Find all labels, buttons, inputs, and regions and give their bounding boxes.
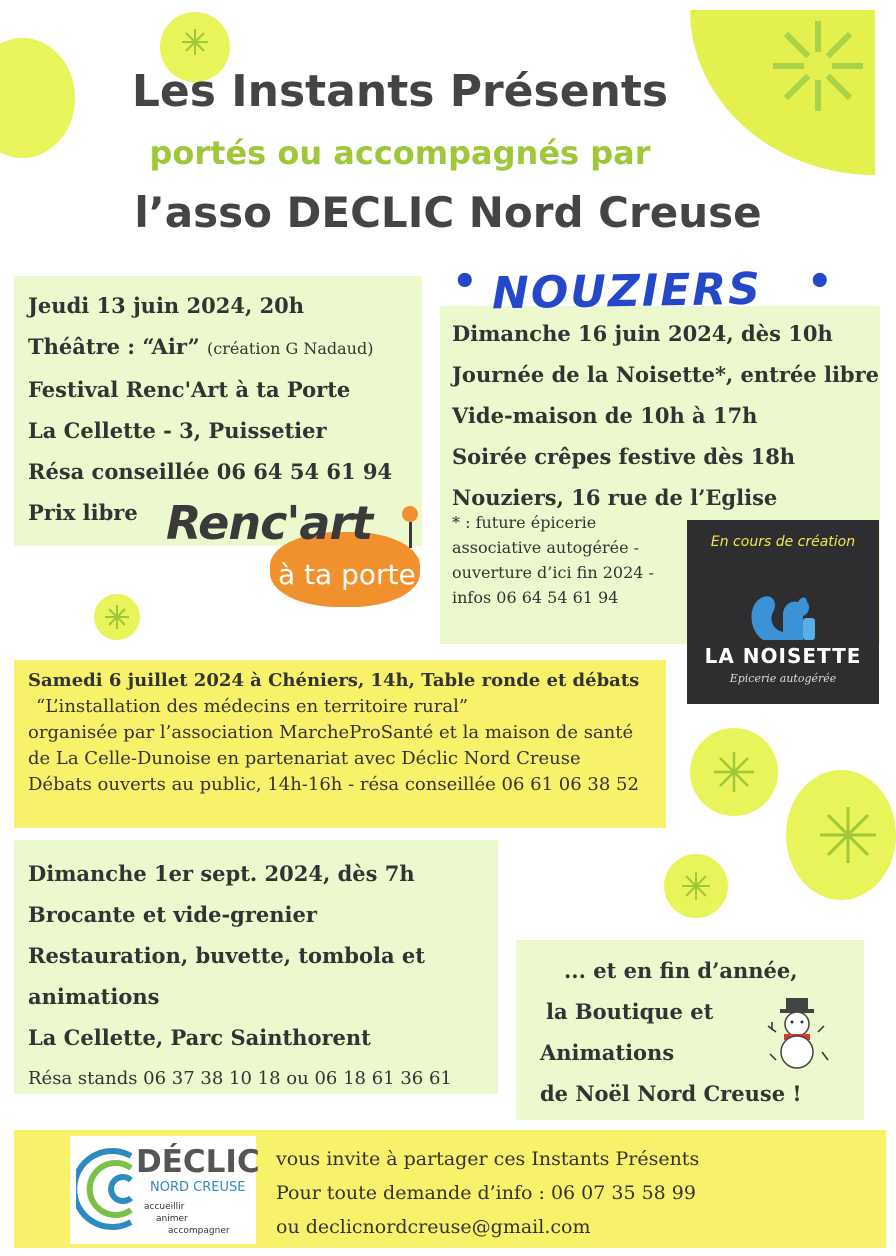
event-booking: Résa stands 06 37 38 10 18 ou 06 18 61 36 61 — [28, 1068, 452, 1089]
note-line: * : future épicerie — [452, 513, 597, 532]
event-show — [28, 326, 392, 369]
event-booking: Résa conseillée 06 64 54 61 94 — [28, 459, 393, 484]
event-line: de Noël Nord Creuse ! — [540, 1081, 802, 1106]
declic-logo-sub: NORD CREUSE — [150, 1180, 246, 1195]
rencart-logo-bottom: à ta porte — [278, 558, 416, 591]
event-date: Jeudi 13 juin 2024, 20h — [28, 293, 305, 318]
event-line: ... et en fin d’année, — [564, 958, 798, 983]
event-line: de La Celle-Dunoise en partenariat avec Déclic Nord Creuse — [28, 748, 581, 769]
note-line: ouverture d’ici fin 2024 - — [452, 563, 654, 582]
event-noisette — [452, 313, 879, 518]
rencart-dot — [402, 506, 418, 522]
rencart-stick — [409, 522, 412, 548]
footer-email: ou declicnordcreuse@gmail.com — [276, 1216, 591, 1238]
noisette-logo — [687, 520, 879, 704]
town-name: NOUZIERS — [491, 263, 763, 320]
event-place: La Cellette - 3, Puissetier — [28, 418, 327, 443]
event-line: Nouziers, 16 rue de l’Eglise — [452, 485, 778, 510]
event-brocante — [28, 853, 452, 1099]
event-date: Dimanche 1er sept. 2024, dès 7h — [28, 861, 415, 886]
declic-logo-tag-1: accueillir — [144, 1202, 185, 1212]
event-line: Débats ouverts au public, 14h-16h - résa conseillée 06 61 06 38 52 — [28, 774, 639, 795]
event-place: La Cellette, Parc Sainthorent — [28, 1025, 371, 1050]
snowman-icon — [762, 996, 832, 1070]
sparkle-icon — [103, 603, 131, 631]
event-debate — [28, 668, 639, 798]
noisette-status: En cours de création — [710, 534, 856, 550]
association-title: l’asso DECLIC Nord Creuse — [134, 188, 762, 237]
event-line: Brocante et vide-grenier — [28, 902, 317, 927]
noisette-tagline: Epicerie autogérée — [729, 672, 837, 685]
event-line: Vide-maison de 10h à 17h — [452, 403, 758, 428]
sparkle-icon — [818, 805, 878, 865]
footer-line: vous invite à partager ces Instants Présents — [276, 1148, 700, 1170]
declic-logo-tag-3: accompagner — [168, 1226, 230, 1236]
event-line: Soirée crêpes festive dès 18h — [452, 444, 796, 469]
sparkle-icon — [180, 27, 210, 57]
main-title: Les Instants Présents — [131, 66, 669, 117]
noisette-name: LA NOISETTE — [704, 644, 862, 668]
dot-right: • — [807, 258, 833, 305]
squirrel-icon — [743, 570, 823, 650]
event-topic: “L’installation des médecins en territoire rural” — [36, 696, 469, 717]
declic-logo-tag-2: animer — [156, 1214, 188, 1224]
event-date: Samedi 6 juillet 2024 à Chéniers, 14h, Table ronde et débats — [28, 670, 640, 691]
footer-line: Pour toute demande d’info : 06 07 35 58 99 — [276, 1182, 696, 1204]
event-line: Animations — [540, 1040, 675, 1065]
show-credit: (création G Nadaud) — [207, 339, 374, 358]
event-line: organisée par l’association MarcheProSanté et la maison de santé — [28, 722, 634, 743]
rencart-logo — [166, 492, 426, 612]
sparkle-icon — [712, 750, 756, 794]
sparkle-icon — [680, 870, 712, 902]
event-line: animations — [28, 984, 160, 1009]
note-line: infos 06 64 54 61 94 — [452, 588, 619, 607]
subtitle: portés ou accompagnés par — [149, 134, 651, 172]
event-line: Restauration, buvette, tombola et — [28, 943, 425, 968]
declic-logo-name: DÉCLIC — [136, 1144, 260, 1180]
event-line: la Boutique et — [546, 999, 714, 1024]
footer-text — [276, 1142, 699, 1244]
event-price: Prix libre — [28, 500, 138, 525]
note-line: associative autogérée - — [452, 538, 640, 557]
event-date: Dimanche 16 juin 2024, dès 10h — [452, 321, 833, 346]
declic-logo — [70, 1136, 260, 1244]
event-festival: Festival Renc'Art à ta Porte — [28, 377, 351, 402]
rencart-logo-top: Renc'art — [166, 496, 373, 550]
show-title: Théâtre : “Air” — [28, 334, 200, 359]
declic-logo-icon — [76, 1144, 136, 1234]
event-line: Journée de la Noisette*, entrée libre — [452, 362, 880, 387]
event-noisette-note — [452, 510, 654, 610]
dot-left: • — [452, 258, 478, 305]
